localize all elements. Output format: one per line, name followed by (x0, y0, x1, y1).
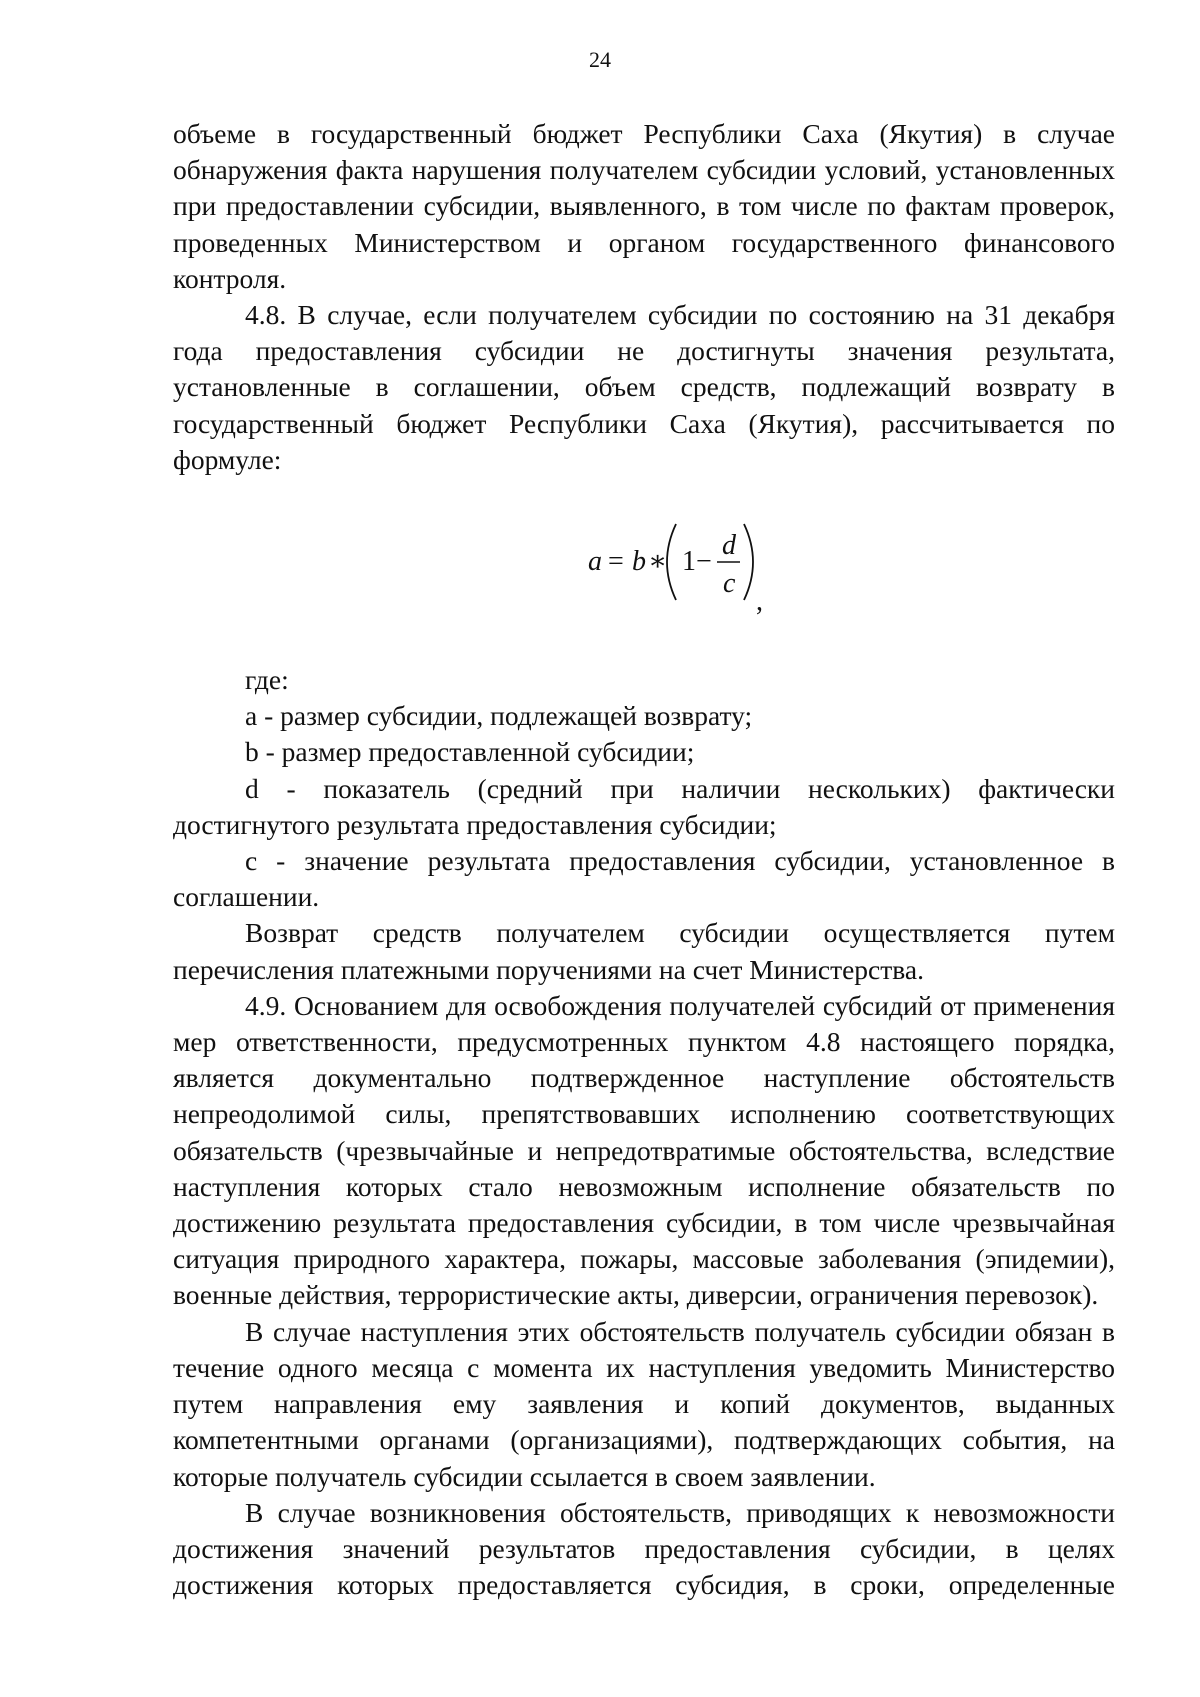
where-label: где: (245, 664, 289, 696)
paragraph-circumstances: В случае возникновения обстоятельств, приводящих к невозможности достижения значений результатов предоставления субсидии, в целях достижения которых предоставляется субсидия, в сроки, определенные (173, 1496, 1115, 1601)
formula-numerator: d (722, 530, 736, 562)
formula-minus: − (696, 546, 712, 578)
formula-denominator: c (723, 568, 736, 600)
formula-lhs: a (588, 546, 602, 578)
definition-a: a - размер субсидии, подлежащей возврату; (245, 700, 753, 732)
formula-block (173, 478, 1115, 662)
formula-b: b (632, 546, 646, 578)
formula-one: 1 (682, 546, 696, 578)
formula-trailing-comma: , (756, 586, 763, 618)
paragraph-4-9: 4.9. Основанием для освобождения получателей субсидий от применения мер ответственности, предусмотренных пунктом 4.8 настоящего порядка, является документально подтвержденное наступление обстоятельств непреодолимой силы, препятствовавших исполнению соответствующих обязательств (чрезвычайные и непредотвратимые обстоятельства, вследствие наступления которых стало невозможным исполнение обязательств по достижению результата предоставления субсидии, в том числе чрезвычайная ситуация природного характера, пожары, массовые заболевания (эпидемии), военные действия, террористические акты, диверсии, ограничения перевозок). (173, 989, 1115, 1311)
paragraph-refund: Возврат средств получателем субсидии осуществляется путем перечисления платежными поручениями на счет Министерства. (173, 917, 1115, 985)
right-paren (744, 524, 753, 600)
paragraph-continued: объеме в государственный бюджет Республики Саха (Якутия) в случае обнаружения факта нарушения получателем субсидии условий, установленных при предоставлении субсидии, выявленного, в том числе по фактам проверок, проведенных Министерством и органом государственного финансового контроля. (173, 118, 1115, 294)
formula (586, 512, 786, 618)
page-number: 24 (589, 47, 611, 72)
definition-c: c - значение результата предоставления субсидии, установленное в соглашении. (173, 845, 1115, 913)
left-paren (667, 524, 676, 600)
paragraph-4-8: 4.8. В случае, если получателем субсидии по состоянию на 31 декабря года предоставления субсидии не достигнуты значения результата, установленные в соглашении, объем средств, подлежащий возврату в государственный бюджет Республики Саха (Якутия), рассчитывается по формуле: (173, 299, 1115, 475)
definition-b: b - размер предоставленной субсидии; (245, 736, 695, 768)
document-body (173, 116, 1115, 1603)
paragraph-notification: В случае наступления этих обстоятельств получатель субсидии обязан в течение одного месяца с момента их наступления уведомить Министерство путем направления ему заявления и копий документов, выданных компетентными органами (организациями), подтверждающих события, на которые получатель субсидии ссылается в своем заявлении. (173, 1315, 1115, 1492)
formula-equals: = (608, 546, 624, 578)
definition-d: d - показатель (средний при наличии нескольких) фактически достигнутого результата предоставления субсидии; (173, 772, 1115, 840)
formula-svg (586, 512, 786, 618)
formula-multiply: ∗ (648, 546, 668, 578)
